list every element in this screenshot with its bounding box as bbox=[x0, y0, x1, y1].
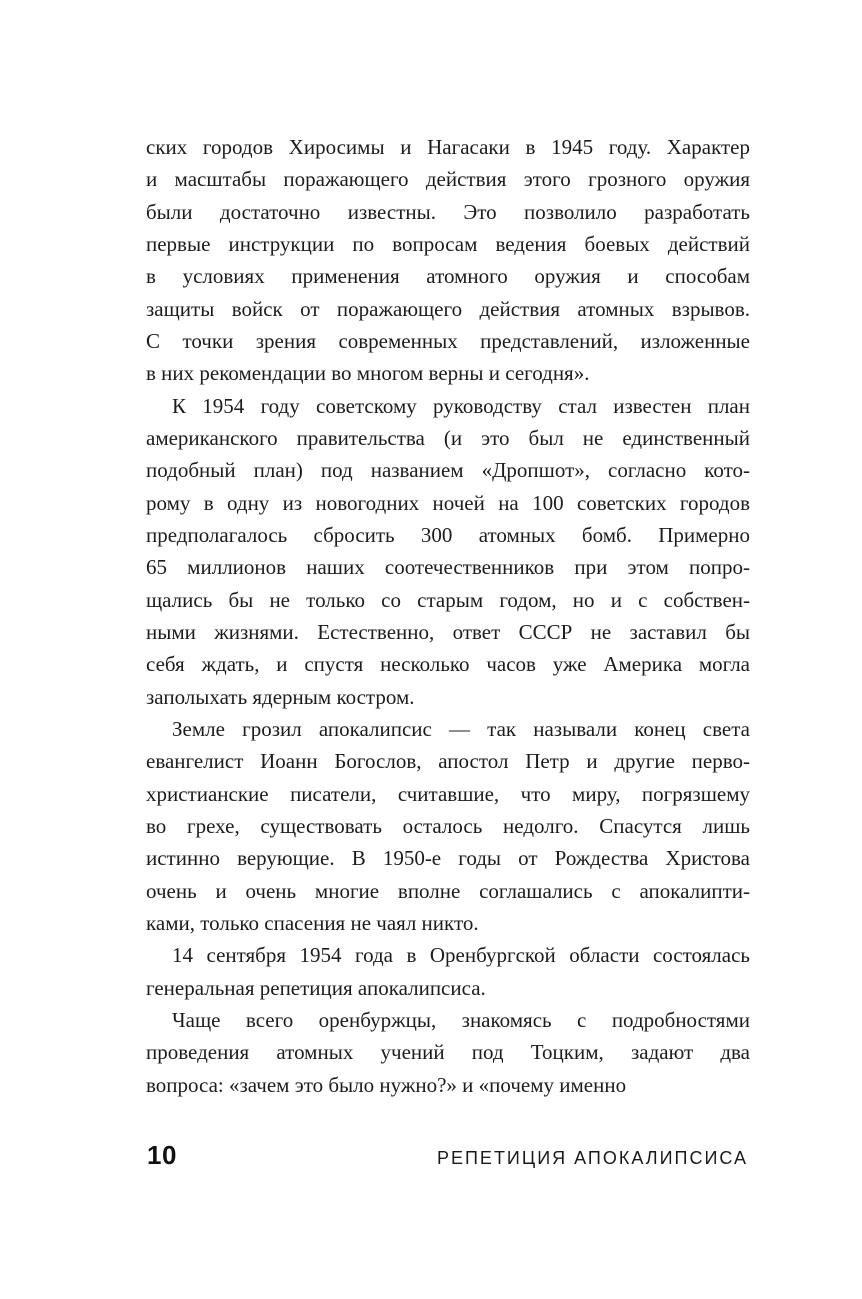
text-line: Чаще всего оренбуржцы, знакомясь с подробностями bbox=[172, 1007, 750, 1032]
text-line: американского правительства (и это был не единственный bbox=[146, 425, 750, 450]
paragraph bbox=[146, 713, 750, 939]
text-line: были достаточно известны. Это позволило разработать bbox=[146, 199, 750, 224]
text-line: предполагалось сбросить 300 атомных бомб. Примерно bbox=[146, 522, 750, 547]
text-line: рому в одну из новогодних ночей на 100 советских городов bbox=[146, 490, 750, 515]
text-line: очень и очень многие вполне соглашались с апокалипти- bbox=[146, 878, 750, 903]
page-number: 10 bbox=[147, 1140, 177, 1170]
text-line: подобный план) под названием «Дропшот», согласно кото- bbox=[146, 458, 750, 483]
text-line: генеральная репетиция апокалипсиса. bbox=[146, 975, 486, 1000]
paragraph bbox=[146, 390, 750, 713]
page-footer bbox=[147, 1142, 748, 1172]
running-title: РЕПЕТИЦИЯ АПОКАЛИПСИСА bbox=[436, 1148, 748, 1168]
paragraph bbox=[146, 131, 750, 390]
text-line: во грехе, существовать осталось недолго. Спасутся лишь bbox=[146, 813, 750, 838]
text-line: ными жизнями. Естественно, ответ СССР не заставил бы bbox=[146, 619, 750, 644]
paragraph bbox=[146, 1004, 750, 1101]
text-line: проведения атомных учений под Тоцким, задают два bbox=[146, 1040, 750, 1065]
text-line: ками, только спасения не чаял никто. bbox=[146, 910, 479, 935]
body-text bbox=[146, 131, 750, 1101]
text-line: христианские писатели, считавшие, что миру, погрязшему bbox=[146, 781, 750, 806]
text-line: щались бы не только со старым годом, но и с собствен- bbox=[146, 587, 750, 612]
text-line: К 1954 году советскому руководству стал известен план bbox=[172, 393, 750, 418]
text-line: истинно верующие. В 1950-е годы от Рождества Христова bbox=[146, 846, 750, 871]
paragraph bbox=[146, 939, 750, 1004]
text-line: заполыхать ядерным костром. bbox=[146, 684, 415, 709]
text-line: себя ждать, и спустя несколько часов уже Америка могла bbox=[146, 652, 750, 677]
text-line: в условиях применения атомного оружия и способам bbox=[146, 264, 750, 289]
text-line: вопроса: «зачем это было нужно?» и «почему именно bbox=[146, 1072, 627, 1097]
text-line: в них рекомендации во многом верны и сегодня». bbox=[146, 361, 590, 386]
text-line: 14 сентября 1954 года в Оренбургской области состоялась bbox=[172, 943, 750, 968]
text-line: первые инструкции по вопросам ведения боевых действий bbox=[146, 231, 750, 256]
text-line: и масштабы поражающего действия этого грозного оружия bbox=[146, 167, 750, 192]
text-line: ских городов Хиросимы и Нагасаки в 1945 году. Характер bbox=[146, 135, 750, 159]
text-line: Земле грозил апокалипсис — так называли конец света bbox=[172, 716, 750, 741]
text-line: защиты войск от поражающего действия атомных взрывов. bbox=[146, 296, 750, 321]
text-line: С точки зрения современных представлений, изложенные bbox=[146, 328, 750, 353]
text-line: евангелист Иоанн Богослов, апостол Петр и другие перво- bbox=[146, 749, 750, 774]
text-line: 65 миллионов наших соотечественников при этом попро- bbox=[146, 555, 750, 580]
